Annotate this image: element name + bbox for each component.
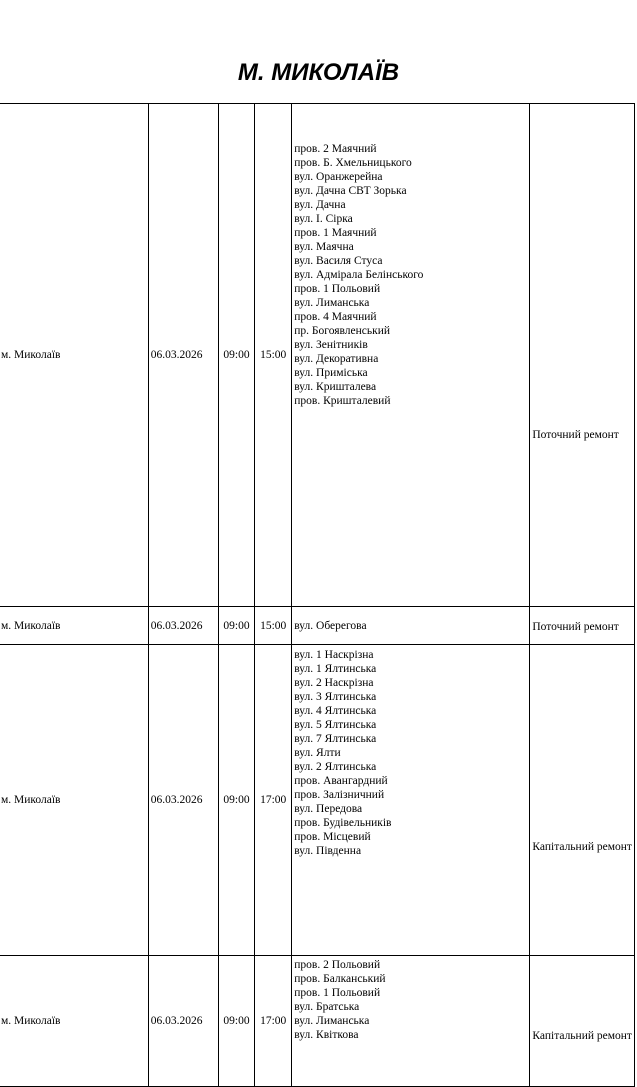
street-item: вул. Маячна (294, 241, 354, 253)
start-time-cell: 09:00 (218, 104, 254, 607)
street-item: вул. І. Сірка (294, 213, 353, 225)
street-item: вул. Василя Стуса (294, 255, 383, 267)
city-cell: м. Миколаїв (0, 956, 148, 1087)
street-item: вул. 7 Ялтинська (294, 733, 377, 745)
street-item: вул. Приміська (294, 367, 368, 379)
outage-schedule-table (0, 103, 635, 1087)
street-item: вул. Оберегова (294, 619, 367, 632)
date-cell: 06.03.2026 (148, 607, 218, 645)
street-item: пров. 1 Польовий (294, 283, 381, 295)
start-time-cell: 09:00 (218, 956, 254, 1087)
work-type-cell: Капітальний ремонт (530, 645, 635, 956)
street-item: вул. Оранжерейна (294, 171, 383, 183)
street-item: пр. Богоявленський (294, 325, 391, 337)
street-item: пров. Кришталевий (294, 395, 391, 407)
city-cell: м. Миколаїв (0, 607, 148, 645)
streets-cell (292, 645, 530, 956)
street-item: вул. Лиманська (294, 297, 370, 309)
street-item: вул. 2 Ялтинська (294, 761, 377, 773)
street-item: вул. 3 Ялтинська (294, 691, 377, 703)
street-item: пров. 2 Маячний (294, 143, 377, 155)
street-item: вул. Братська (294, 1001, 360, 1013)
date-cell: 06.03.2026 (148, 104, 218, 607)
table-row (0, 645, 635, 956)
street-item: вул. Квіткова (294, 1029, 359, 1041)
street-item: пров. Місцевий (294, 831, 371, 843)
streets-cell (292, 104, 530, 607)
street-item: вул. Дачна СВТ Зорька (294, 185, 407, 197)
street-item: вул. 1 Наскрізна (294, 649, 374, 661)
table-row (0, 956, 635, 1087)
street-item: вул. Дачна (294, 199, 346, 211)
table-row (0, 607, 635, 645)
street-item: пров. Б. Хмельницького (294, 157, 412, 169)
street-item: пров. 1 Польовий (294, 987, 381, 999)
street-item: пров. Будівельників (294, 817, 392, 829)
street-item: вул. Ялти (294, 747, 341, 759)
street-item: вул. Передова (294, 803, 363, 815)
street-item: вул. 5 Ялтинська (294, 719, 377, 731)
end-time-cell: 17:00 (255, 645, 292, 956)
work-type-cell: Поточний ремонт (530, 104, 635, 607)
street-item: пров. 2 Польовий (294, 959, 381, 971)
city-cell: м. Миколаїв (0, 104, 148, 607)
date-cell: 06.03.2026 (148, 956, 218, 1087)
street-item: вул. Південна (294, 845, 362, 857)
street-item: пров. Авангардний (294, 775, 388, 787)
street-item: вул. Зенітників (294, 339, 368, 351)
street-item: вул. 4 Ялтинська (294, 705, 377, 717)
street-item: вул. Лиманська (294, 1015, 370, 1027)
street-item: вул. Декоративна (294, 353, 379, 365)
street-item: вул. Адмірала Белінського (294, 269, 424, 281)
end-time-cell: 17:00 (255, 956, 292, 1087)
streets-cell (292, 607, 530, 645)
page-title: М. МИКОЛАЇВ (237, 59, 400, 86)
date-cell: 06.03.2026 (148, 645, 218, 956)
street-item: пров. 4 Маячний (294, 311, 377, 323)
start-time-cell: 09:00 (218, 645, 254, 956)
street-item: пров. Залізничний (294, 789, 385, 801)
streets-cell (292, 956, 530, 1087)
street-item: пров. 1 Маячний (294, 227, 377, 239)
end-time-cell: 15:00 (255, 104, 292, 607)
end-time-cell: 15:00 (255, 607, 292, 645)
work-type-cell: Поточний ремонт (530, 607, 635, 645)
city-cell: м. Миколаїв (0, 645, 148, 956)
street-item: вул. Кришталева (294, 381, 377, 393)
street-item: пров. Балканський (294, 973, 386, 985)
work-type-cell: Капітальний ремонт (530, 956, 635, 1087)
street-item: вул. 2 Наскрізна (294, 677, 374, 689)
table-row (0, 104, 635, 607)
street-item: вул. 1 Ялтинська (294, 663, 377, 675)
start-time-cell: 09:00 (218, 607, 254, 645)
